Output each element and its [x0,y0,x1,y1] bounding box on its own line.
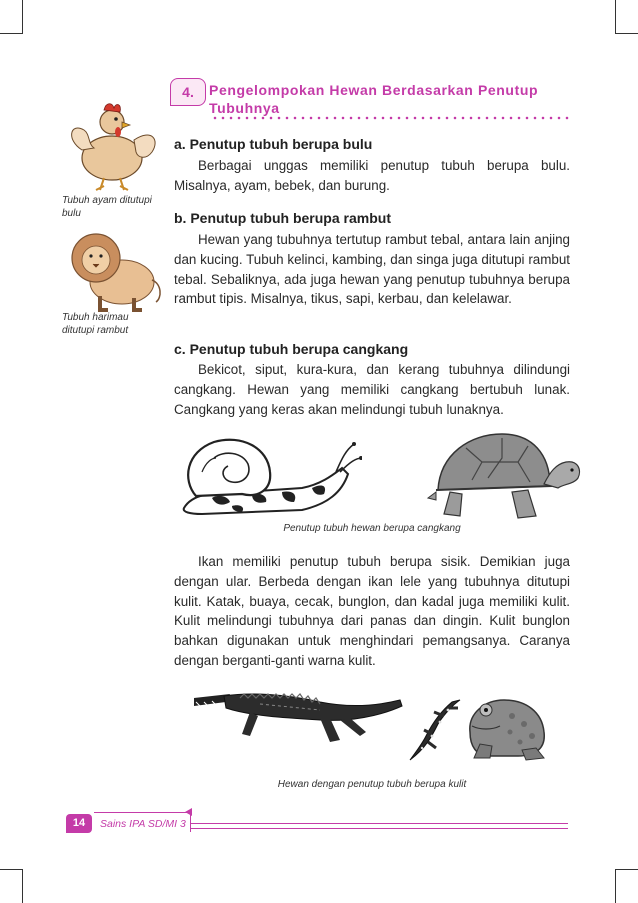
paragraph-b: Hewan yang tubuhnya tertutup rambut tebal, antara lain anjing dan kucing. Tubuh kelinci, kambing, dan singa juga ditutupi rambut tebal. Sebaliknya, ada juga hewan yang penutup tubuhnya berupa rambut tipis. Misalnya, tikus, sapi, kerbau, dan kelelawar. [174,232,570,307]
footer-book-title: Sains IPA SD/MI 3 [100,818,186,830]
skin-figure-caption: Hewan dengan penutup tubuh berupa kulit [277,779,467,790]
subheading-a: a. Penutup tubuh berupa bulu [174,136,373,152]
turtle-illustration [426,428,582,522]
crop-mark [0,33,22,34]
page-number: 14 [66,814,92,833]
section-number: 4. [170,78,206,106]
paragraph-a: Berbagai unggas memiliki penutup tubuh berupa bulu. Misalnya, ayam, bebek, dan burung. [174,158,570,193]
section-title: Pengelompokan Hewan Berdasarkan Penutup Tubuhnya [209,82,539,116]
crocodile-illustration [190,676,404,750]
crop-mark [0,869,22,870]
lizard-illustration [404,694,468,766]
footer-double-rule [190,823,568,829]
toad-illustration [462,692,552,762]
footer-arrow-icon [184,807,194,817]
chicken-illustration [64,100,160,192]
lion-illustration [64,224,164,316]
crop-mark [616,869,638,870]
crop-mark [22,869,23,903]
subheading-c: c. Penutup tubuh berupa cangkang [174,341,409,357]
crop-mark [615,869,616,903]
crop-mark [616,33,638,34]
paragraph-skin: Ikan memiliki penutup tubuh berupa sisik. Demikian juga dengan ular. Berbeda dengan ikan lele yang tubuhnya ditutupi kulit. Katak, buaya, cecak, bunglon, dan kadal juga memiliki kulit. Kulit melindungi tubuhnya dari panas dan dingin. Kulit bunglon bahkan digunakan untuk menghindari pemangsanya. Caranya dengan berganti-ganti warna kulit. [174,554,570,668]
lion-caption: Tubuh harimau ditutupi rambut [62,312,129,336]
paragraph-c: Bekicot, siput, kura-kura, dan kerang tubuhnya dilindungi cangkang. Hewan yang memiliki cangkang bertubuh lunak. Cangkang yang keras akan melindungi tubuh lunaknya. [174,362,570,417]
crop-mark [615,0,616,34]
crop-mark [22,0,23,34]
snail-illustration [172,432,362,518]
chicken-caption: Tubuh ayam ditutupi bulu [62,195,152,219]
shell-figure-caption: Penutup tubuh hewan berupa cangkang [283,523,461,534]
title-dotted-rule [211,116,569,120]
subheading-b: b. Penutup tubuh berupa rambut [174,210,391,226]
